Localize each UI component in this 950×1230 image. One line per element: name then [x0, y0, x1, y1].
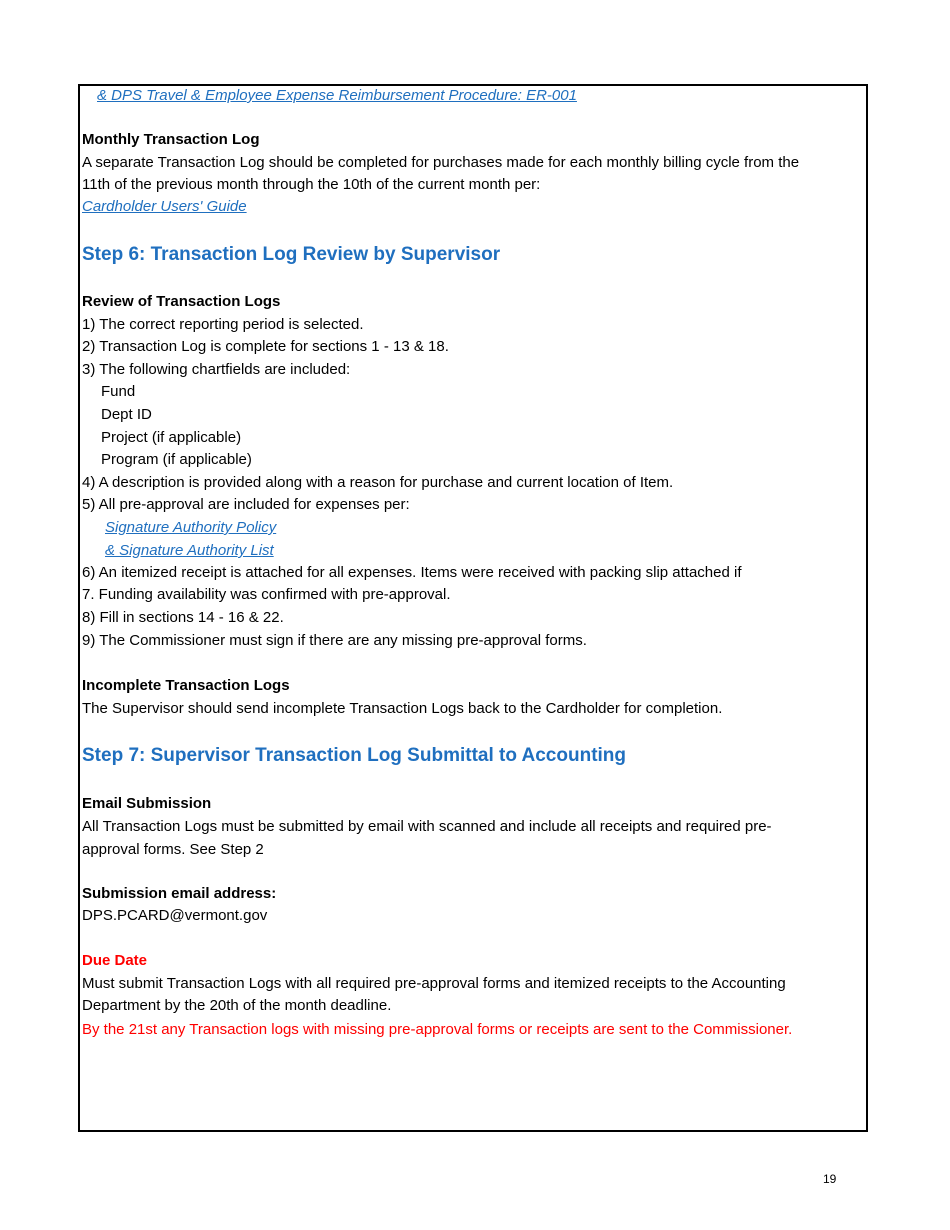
review-item-3: 3) The following chartfields are included:	[82, 361, 351, 378]
chartfield-dept-id: Dept ID	[101, 406, 152, 423]
review-item-8: 8) Fill in sections 14 - 16 & 22.	[82, 609, 284, 626]
review-item-7: 7. Funding availability was confirmed with pre-approval.	[82, 586, 451, 603]
incomplete-logs-heading: Incomplete Transaction Logs	[82, 677, 290, 694]
review-logs-heading: Review of Transaction Logs	[82, 293, 281, 310]
chartfield-program: Program (if applicable)	[101, 451, 252, 468]
review-item-1: 1) The correct reporting period is selected.	[82, 316, 364, 333]
incomplete-logs-text: The Supervisor should send incomplete Transaction Logs back to the Cardholder for completion.	[82, 700, 723, 717]
chartfield-fund: Fund	[101, 383, 136, 400]
monthly-log-heading: Monthly Transaction Log	[82, 131, 260, 148]
review-item-6: 6) An itemized receipt is attached for all expenses. Items were received with packing slip attached if	[82, 564, 742, 581]
submission-email-address: DPS.PCARD@vermont.gov	[82, 907, 268, 924]
signature-authority-policy-link[interactable]: Signature Authority Policy	[105, 519, 277, 536]
step7-heading: Step 7: Supervisor Transaction Log Submittal to Accounting	[82, 745, 627, 766]
review-item-9: 9) The Commissioner must sign if there are any missing pre-approval forms.	[82, 632, 587, 649]
chartfield-project: Project (if applicable)	[101, 429, 242, 446]
step6-heading: Step 6: Transaction Log Review by Supervisor	[82, 244, 501, 265]
review-item-4: 4) A description is provided along with a reason for purchase and current location of Item.	[82, 474, 674, 491]
due-date-warning: By the 21st any Transaction logs with missing pre-approval forms or receipts are sent to the Commissioner.	[82, 1021, 793, 1038]
due-date-line2: Department by the 20th of the month deadline.	[82, 997, 392, 1014]
review-item-5: 5) All pre-approval are included for expenses per:	[82, 496, 410, 513]
email-submission-line2: approval forms. See Step 2	[82, 841, 264, 858]
monthly-log-text-line1: A separate Transaction Log should be completed for purchases made for each monthly billing cycle from the	[82, 154, 800, 171]
cardholder-users-guide-link[interactable]: Cardholder Users' Guide	[82, 198, 247, 215]
due-date-line1: Must submit Transaction Logs with all required pre-approval forms and itemized receipts to the Accounting	[82, 975, 786, 992]
monthly-log-text-line2: 11th of the previous month through the 10th of the current month per:	[82, 176, 541, 193]
signature-authority-list-link[interactable]: & Signature Authority List	[105, 542, 274, 559]
review-item-2: 2) Transaction Log is complete for sections 1 - 13 & 18.	[82, 338, 449, 355]
travel-expense-procedure-link[interactable]: & DPS Travel & Employee Expense Reimbursement Procedure: ER-001	[97, 87, 577, 104]
submission-address-heading: Submission email address:	[82, 885, 277, 902]
page-number: 19	[823, 1172, 837, 1186]
due-date-heading: Due Date	[82, 952, 148, 969]
email-submission-heading: Email Submission	[82, 795, 212, 812]
email-submission-line1: All Transaction Logs must be submitted by email with scanned and include all receipts and required pre-	[82, 818, 772, 835]
